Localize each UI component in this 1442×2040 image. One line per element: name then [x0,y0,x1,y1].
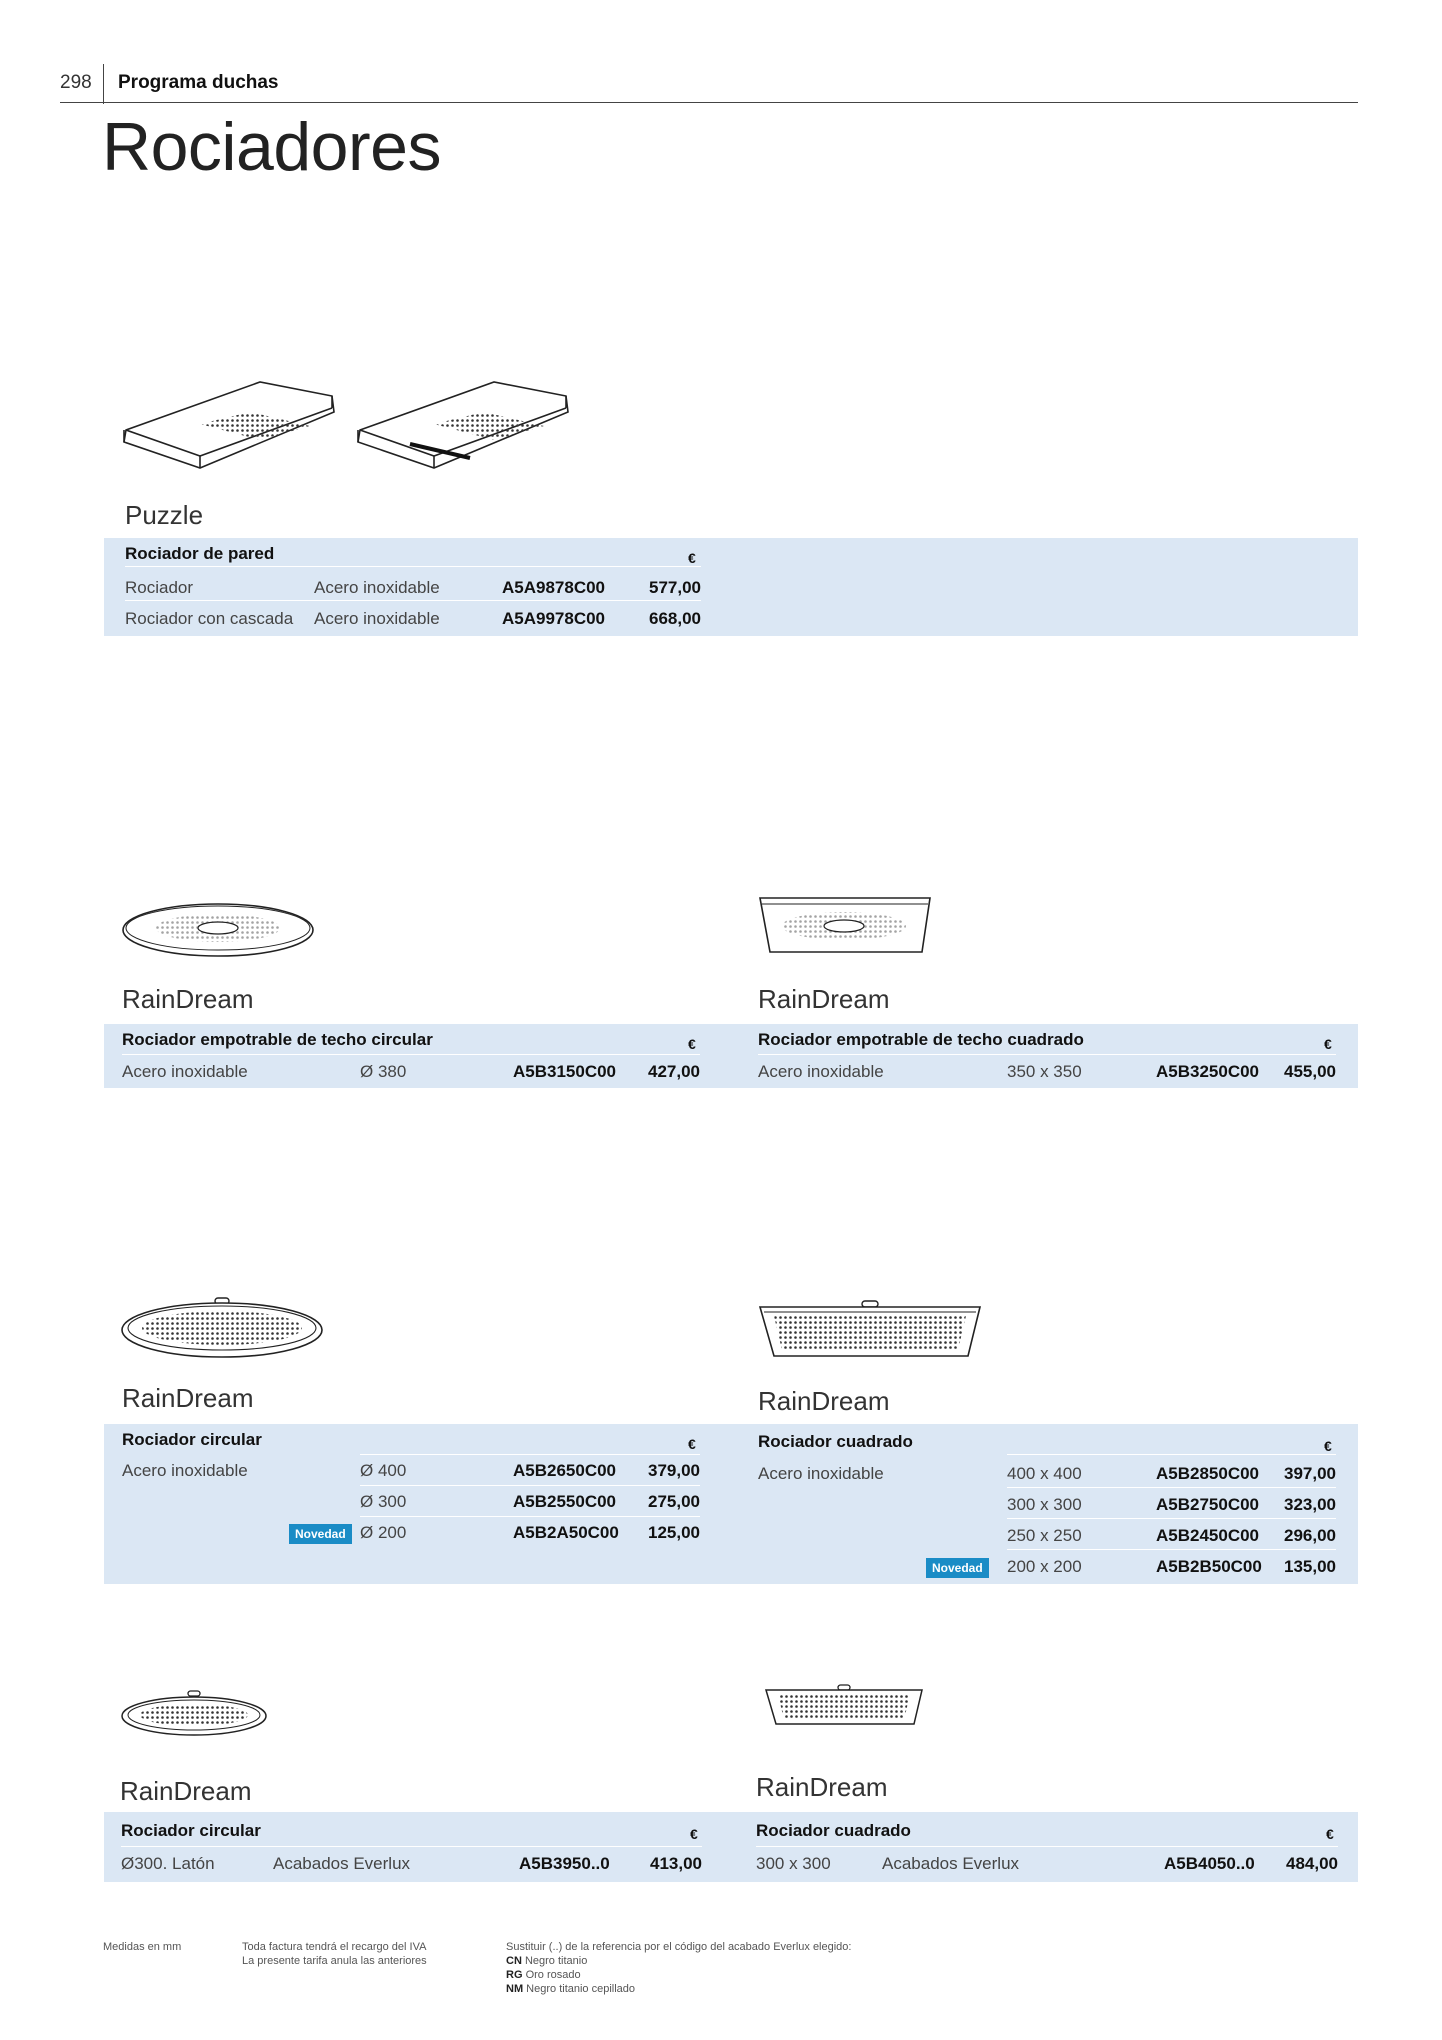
raindream-round-everlux-name: RainDream [120,1776,252,1806]
header-separator [103,64,104,104]
footer-everlux-note [506,1940,851,1996]
row-finish: Acabados Everlux [273,1854,411,1873]
row-code: A5B4050..0 [1164,1854,1255,1873]
row-code: A5B2650C00 [513,1461,617,1480]
row-size: 300 x 300 [756,1854,831,1873]
table-title: Rociador cuadrado [758,1432,913,1451]
round-shower-drawing [120,1296,330,1360]
finish-item [506,1968,851,1982]
finish-name: Negro titanio cepillado [526,1983,636,1995]
row-divider [360,1516,700,1517]
raindream-ceiling-round-name: RainDream [122,984,254,1014]
puzzle-price-table [104,538,1358,636]
row-description: Rociador con cascada [125,609,294,628]
table-title: Rociador circular [121,1821,261,1840]
table-title: Rociador circular [122,1430,262,1449]
row-code: A5B3950..0 [519,1854,610,1873]
row-price: 397,00 [1284,1464,1336,1483]
row-code: A5B2750C00 [1156,1495,1260,1514]
finish-name: Oro rosado [525,1969,581,1981]
page-number: 298 [60,72,92,93]
row-size: Ø 400 [360,1461,407,1480]
novedad-badge: Novedad [289,1524,352,1544]
header-rule [60,102,1358,103]
round-shower-everlux-drawing [120,1690,270,1738]
table-title: Rociador empotrable de techo cuadrado [758,1030,1084,1049]
row-code: A5B2450C00 [1156,1526,1260,1545]
row-code: A5B2A50C00 [513,1523,619,1542]
row-size: 250 x 250 [1007,1526,1082,1545]
row-divider [758,1054,1336,1055]
row-divider [1007,1518,1336,1519]
square-shower-drawing [758,1300,984,1360]
page-title: Rociadores [102,109,441,185]
row-code: A5B2850C00 [1156,1464,1260,1483]
row-finish: Acero inoxidable [122,1062,248,1081]
table-title: Rociador cuadrado [756,1821,911,1840]
finish-item [506,1982,851,1996]
row-price: 125,00 [648,1523,700,1542]
row-code: A5B3150C00 [513,1062,617,1081]
row-divider [756,1846,1338,1847]
row-price: 413,00 [650,1854,702,1873]
row-description: Rociador [125,578,194,597]
table-header-row [104,544,1358,568]
row-finish: Acabados Everlux [882,1854,1020,1873]
novedad-badge: Novedad [926,1558,989,1578]
currency-symbol: € [1324,1036,1332,1052]
raindream-ceiling-square-name: RainDream [758,984,890,1014]
row-price: 296,00 [1284,1526,1336,1545]
row-divider [125,566,701,567]
currency-symbol: € [688,1036,696,1052]
row-size: Ø 300 [360,1492,407,1511]
row-divider [360,1485,700,1486]
row-divider [125,600,701,601]
row-size: 300 x 300 [1007,1495,1082,1514]
finish-code: RG [506,1969,523,1981]
row-price: 427,00 [648,1062,700,1081]
finish-name: Negro titanio [524,1955,588,1967]
footer-iva-line: Toda factura tendrá el recargo del IVA [242,1941,427,1953]
currency-symbol: € [1326,1826,1334,1842]
currency-symbol: € [688,1436,696,1452]
row-price: 455,00 [1284,1062,1336,1081]
row-finish: Acero inoxidable [758,1062,884,1081]
table-title: Rociador de pared [125,544,275,563]
row-finish: Acero inoxidable [314,578,440,597]
finish-code: NM [506,1983,524,1995]
row-size: 400 x 400 [1007,1464,1082,1483]
row-price: 577,00 [649,578,701,597]
row-price: 668,00 [649,609,701,628]
row-size: 200 x 200 [1007,1557,1082,1576]
row-price: 484,00 [1286,1854,1338,1873]
currency-symbol: € [1324,1438,1332,1454]
raindream-round-name: RainDream [122,1383,254,1413]
table-title: Rociador empotrable de techo circular [122,1030,433,1049]
raindream-everlux-price-table [104,1812,1358,1882]
row-code: A5A9978C00 [502,609,606,628]
ceiling-round-shower-drawing [120,900,320,960]
row-divider [360,1454,700,1455]
row-finish: Acero inoxidable [314,609,440,628]
ceiling-square-shower-drawing [758,894,934,956]
footer-iva-note [242,1940,427,1968]
row-divider [121,1846,702,1847]
row-price: 275,00 [648,1492,700,1511]
row-divider [1007,1454,1336,1455]
currency-symbol: € [690,1826,698,1842]
raindream-ceiling-price-table [104,1024,1358,1088]
row-code: A5B2550C00 [513,1492,617,1511]
row-size: Ø 380 [360,1062,407,1081]
row-price: 379,00 [648,1461,700,1480]
finish-item [506,1954,851,1968]
row-finish: Acero inoxidable [122,1461,248,1480]
puzzle-name: Puzzle [125,500,204,530]
row-size: 350 x 350 [1007,1062,1082,1081]
row-divider [122,1054,700,1055]
finish-code: CN [506,1955,522,1967]
raindream-round-square-price-table [104,1424,1358,1584]
square-shower-everlux-drawing [764,1684,926,1728]
raindream-square-everlux-name: RainDream [756,1772,888,1802]
footer-substitute-line: Sustituir (..) de la referencia por el código del acabado Everlux elegido: [506,1941,852,1953]
row-code: A5B2B50C00 [1156,1557,1262,1576]
row-divider [1007,1487,1336,1488]
row-finish: Acero inoxidable [758,1464,884,1483]
row-code: A5A9878C00 [502,578,606,597]
footer-units: Medidas en mm [103,1941,182,1953]
row-size: Ø 200 [360,1523,407,1542]
row-price: 323,00 [1284,1495,1336,1514]
row-size: Ø300. Latón [121,1854,215,1873]
currency-symbol: € [688,550,696,566]
row-code: A5B3250C00 [1156,1062,1260,1081]
section-title: Programa duchas [118,72,279,93]
footer-tariff-line: La presente tarifa anula las anteriores [242,1955,427,1967]
raindream-square-name: RainDream [758,1386,890,1416]
row-price: 135,00 [1284,1557,1336,1576]
puzzle-product-drawing [120,378,580,480]
row-divider [1007,1549,1336,1550]
